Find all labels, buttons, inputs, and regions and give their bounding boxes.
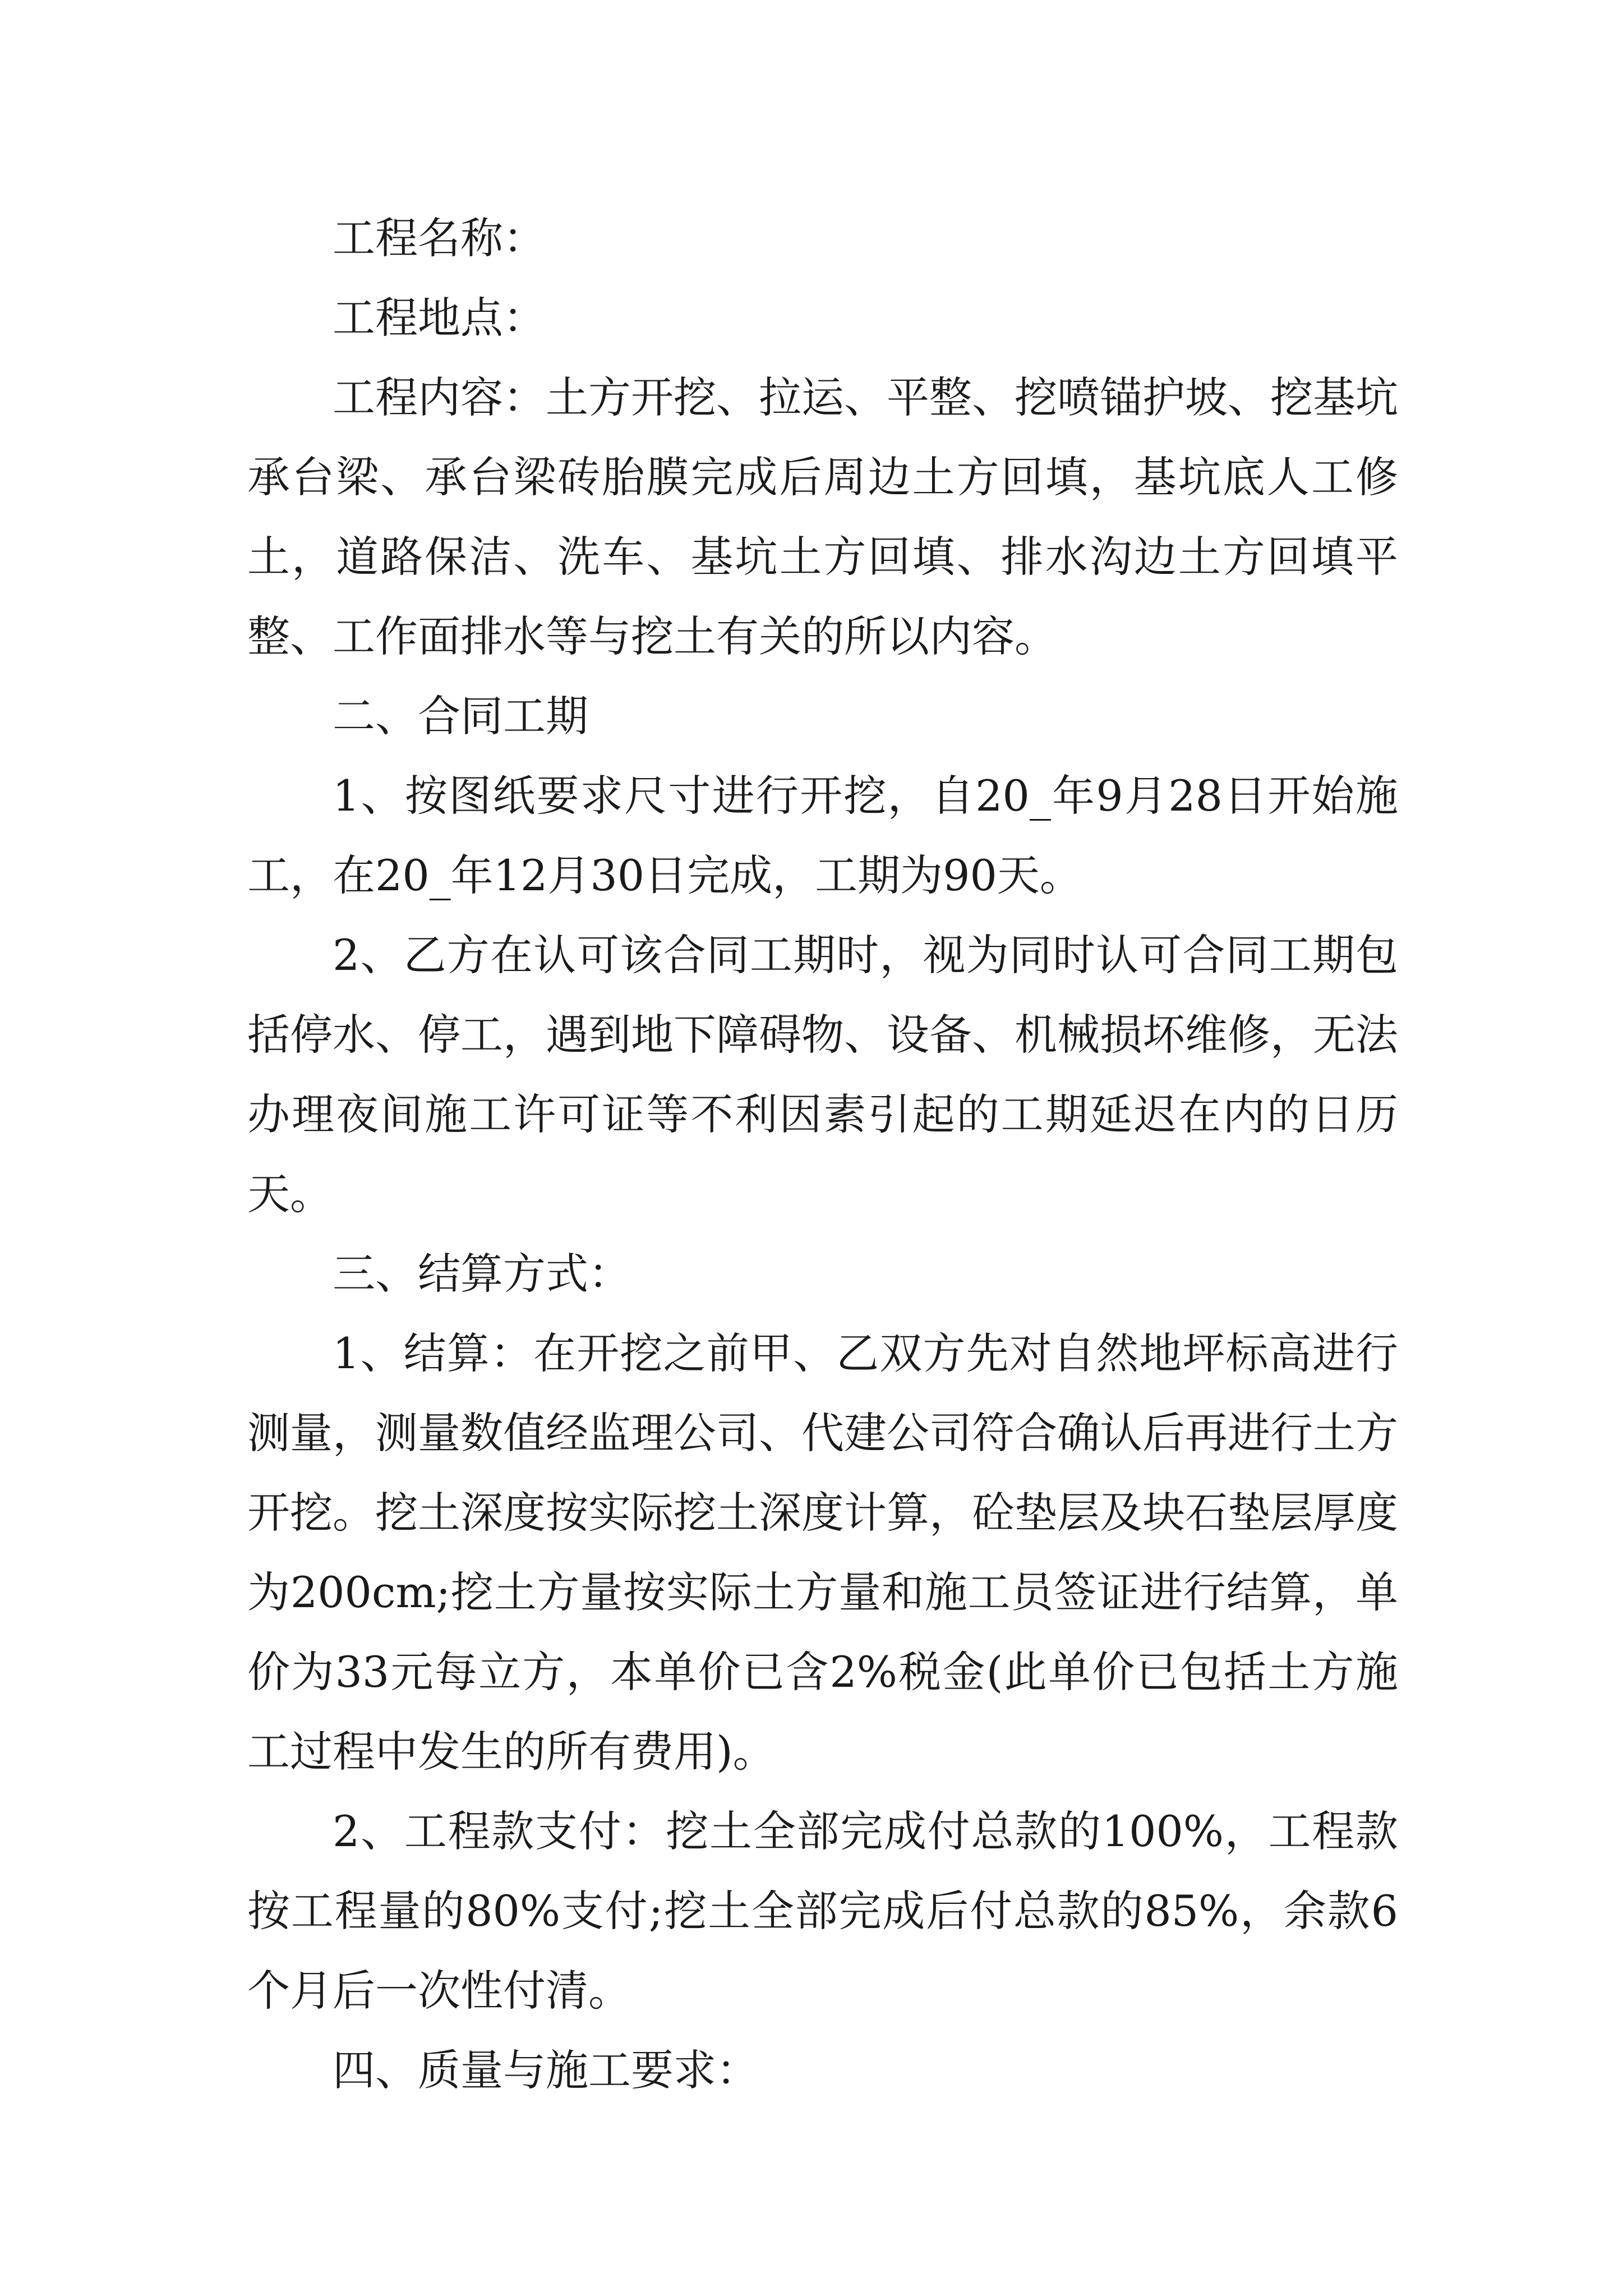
project-location-line: 工程地点： <box>333 293 546 343</box>
document-body <box>247 199 1398 2110</box>
contract-period-clause-2: 2、乙方在认可该合同工期时，视为同时认可合同工期包括停水、停工，遇到地下障碍物、设备、机械损坏维修，无法办理夜间施工许可证等不利因素引起的工期延迟在内的日历天。 <box>247 930 1398 1219</box>
section-heading-settlement: 三、结算方式： <box>333 1249 631 1299</box>
section-heading-contract-period: 二、合同工期 <box>333 691 588 741</box>
project-content-paragraph: 工程内容：土方开挖、拉运、平整、挖喷锚护坡、挖基坑承台梁、承台梁砖胎膜完成后周边土方回填，基坑底人工修土，道路保洁、洗车、基坑土方回填、排水沟边土方回填平整、工作面排水等与挖土有关的所以内容。 <box>247 372 1398 661</box>
contract-period-clause-1: 1、按图纸要求尺寸进行开挖，自20_年9月28日开始施工，在20_年12月30日完成，工期为90天。 <box>247 771 1398 900</box>
settlement-clause-1: 1、结算：在开挖之前甲、乙双方先对自然地坪标高进行测量，测量数值经监理公司、代建公司符合确认后再进行土方开挖。挖土深度按实际挖土深度计算，砼垫层及块石垫层厚度为200cm;挖土方量按实际土方量和施工员签证进行结算，单价为33元每立方，本单价已含2%税金(此单价已包括土方施工过程中发生的所有费用)。 <box>247 1328 1398 1777</box>
settlement-clause-2: 2、工程款支付：挖土全部完成付总款的100%，工程款按工程量的80%支付;挖土全部完成后付总款的85%，余款6个月后一次性付清。 <box>247 1806 1398 2016</box>
project-name-line: 工程名称： <box>333 213 546 263</box>
section-heading-quality: 四、质量与施工要求： <box>333 2045 759 2095</box>
